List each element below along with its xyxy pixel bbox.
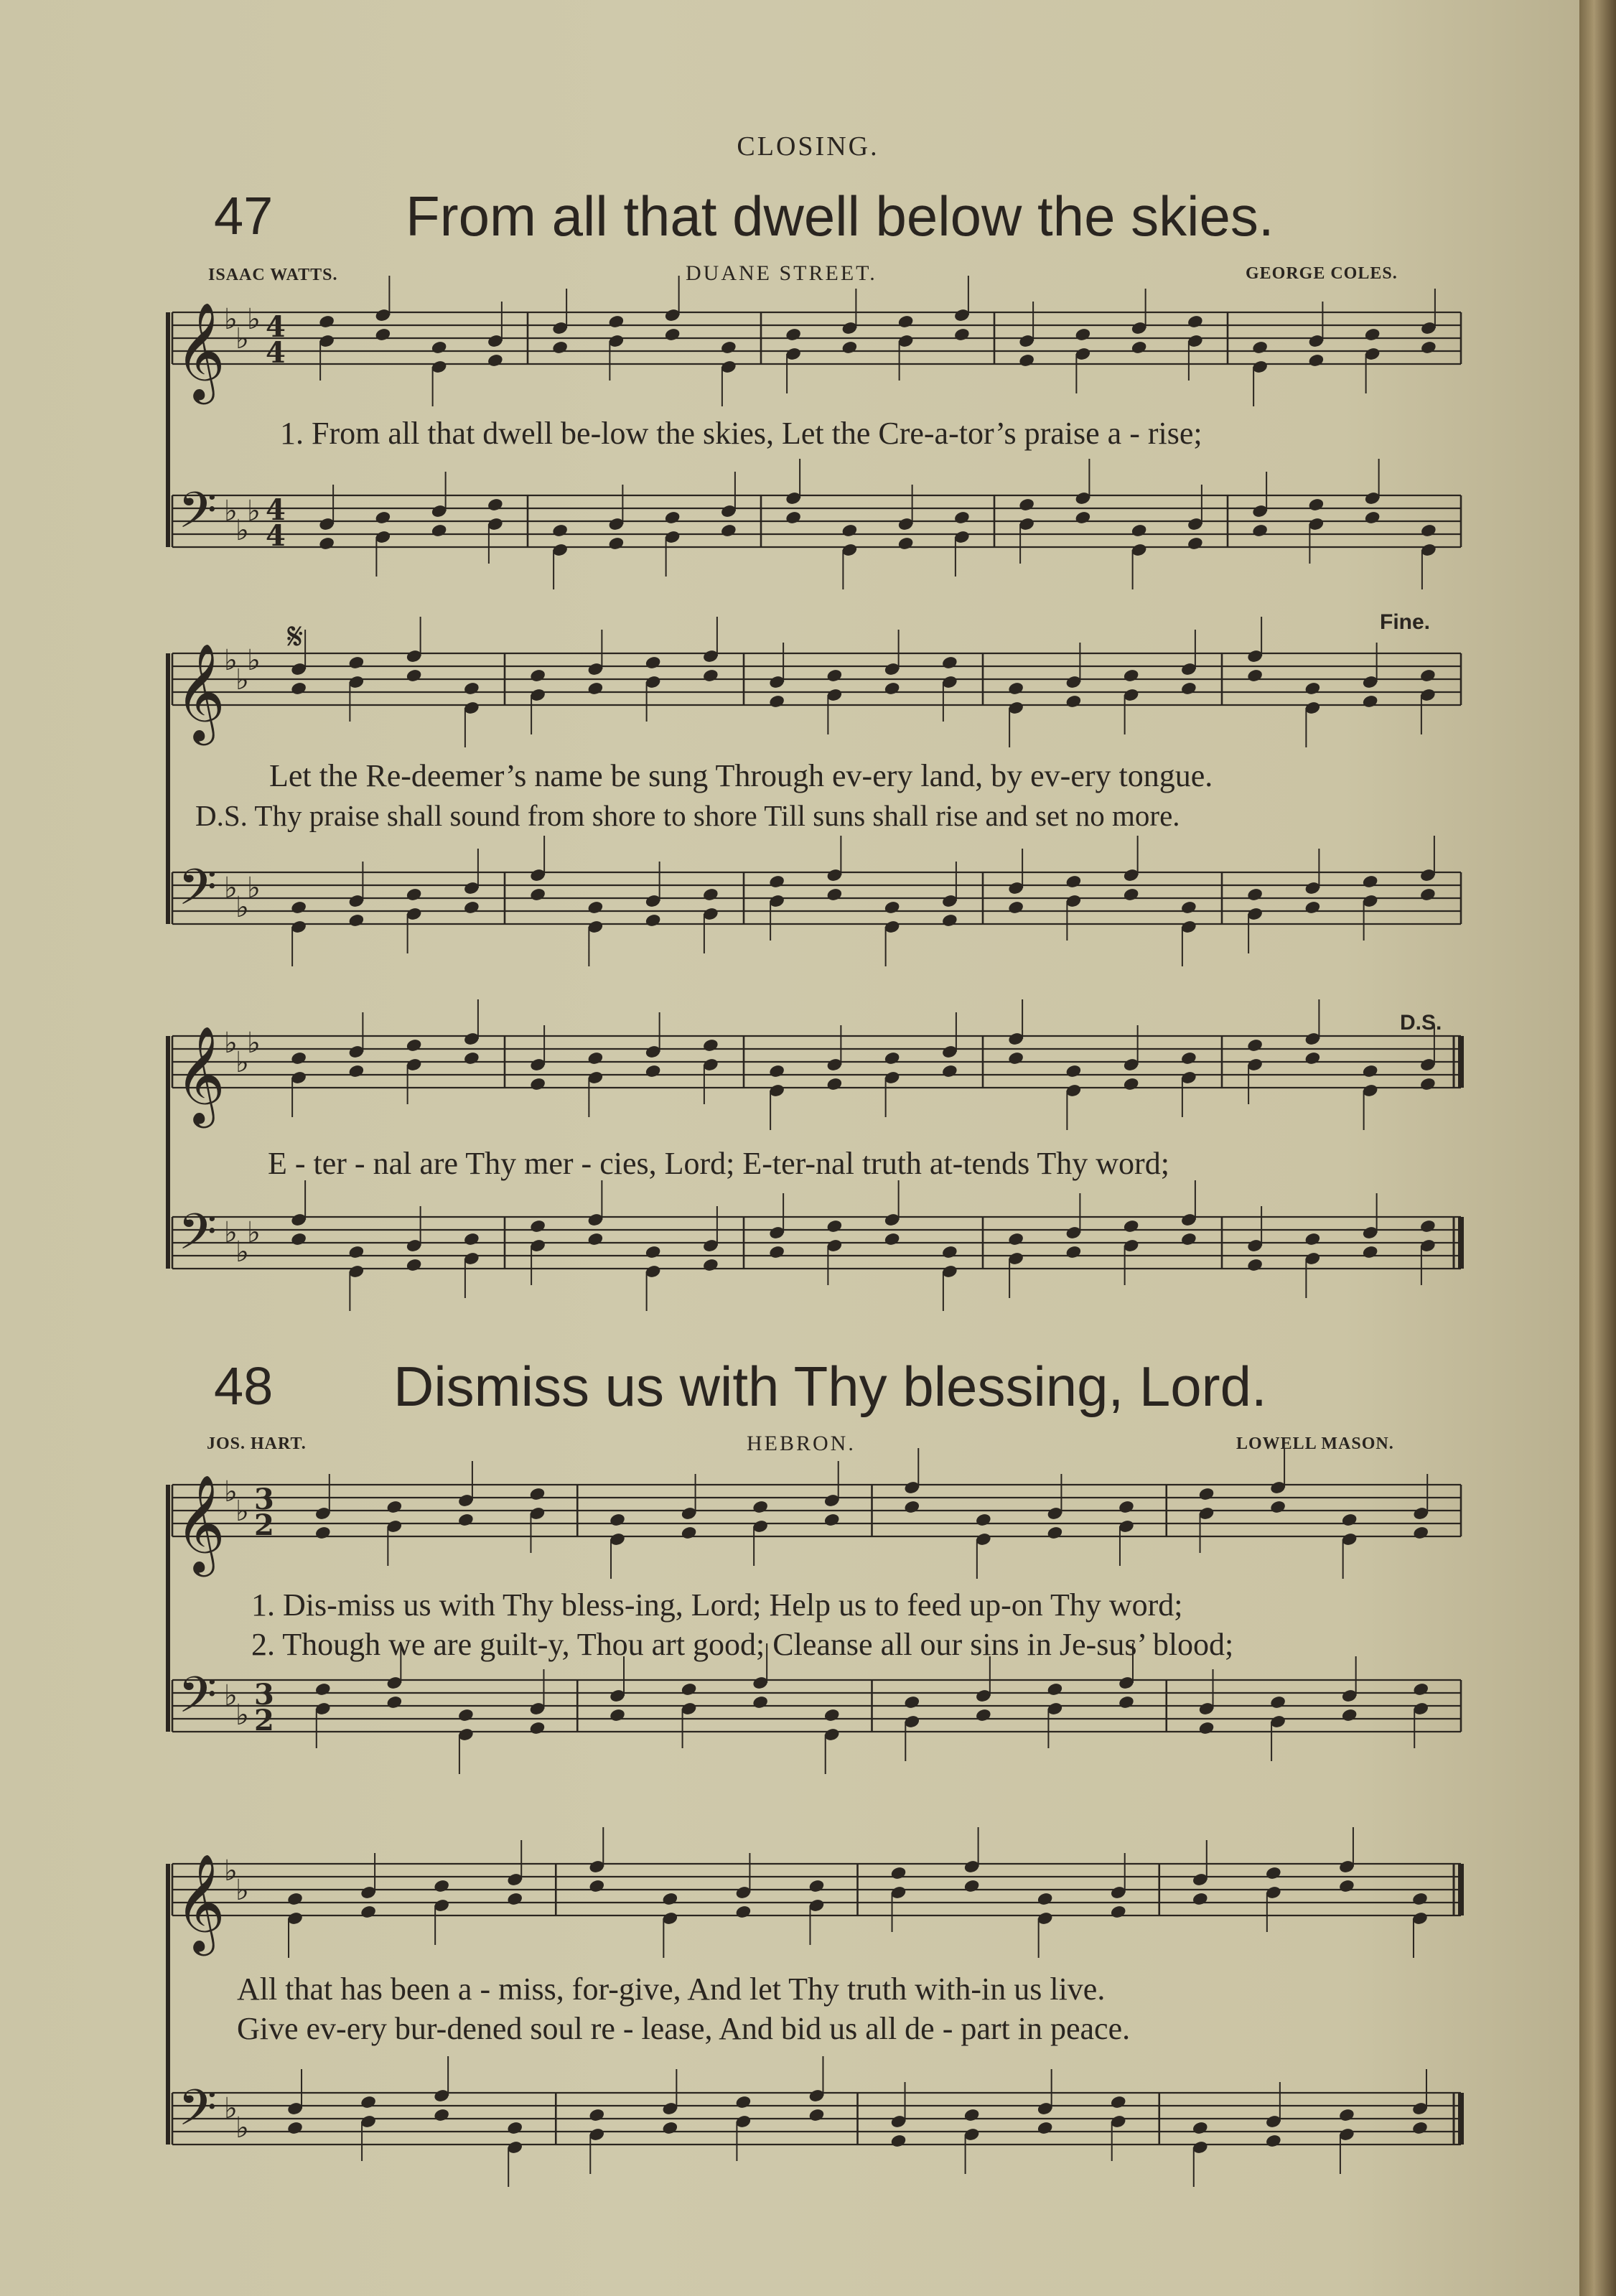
flat-icon: ♭ xyxy=(224,871,238,905)
note xyxy=(1131,523,1148,538)
time-signature: 4 xyxy=(266,519,286,553)
treble-clef-icon: 𝄞 xyxy=(175,642,225,741)
note xyxy=(1118,1500,1135,1515)
lyric-line: 1. From all that dwell be-low the skies, Let the Cre-a-tor’s praise a - rise; xyxy=(280,416,1202,451)
note xyxy=(431,340,448,355)
note xyxy=(529,1219,546,1234)
note xyxy=(1180,900,1197,915)
time-signature: 3 xyxy=(254,1483,274,1516)
note xyxy=(529,1721,546,1736)
lyric-line: Let the Re-deemer’s name be sung Through ev-ery land, by ev-ery tongue. xyxy=(269,758,1213,793)
section-heading: CLOSING. xyxy=(737,131,879,162)
note xyxy=(290,1232,307,1247)
note xyxy=(347,655,365,671)
note xyxy=(506,2121,523,2136)
flat-icon: ♭ xyxy=(247,643,261,677)
note xyxy=(1364,327,1381,342)
note xyxy=(884,1232,901,1247)
note xyxy=(1198,1721,1215,1736)
time-signature: 4 xyxy=(266,310,286,344)
note xyxy=(609,1708,626,1723)
note xyxy=(1018,353,1035,368)
note xyxy=(720,523,737,538)
note xyxy=(1419,668,1437,683)
note xyxy=(941,913,958,928)
flat-icon: ♭ xyxy=(247,302,261,336)
note xyxy=(406,1258,423,1273)
note xyxy=(406,1038,423,1053)
flat-icon: ♭ xyxy=(235,1045,249,1079)
note xyxy=(1065,1064,1082,1079)
note xyxy=(808,1879,826,1894)
flat-icon: ♭ xyxy=(224,494,238,528)
note xyxy=(347,1245,365,1260)
note xyxy=(1198,1487,1215,1502)
note xyxy=(463,681,480,696)
note xyxy=(1419,887,1437,902)
note xyxy=(1246,1038,1264,1053)
note xyxy=(826,1077,843,1092)
note xyxy=(941,1064,958,1079)
note xyxy=(1251,340,1269,355)
note xyxy=(290,1051,307,1066)
bass-clef-icon: 𝄢 xyxy=(178,1203,218,1273)
ds-mark: D.S. xyxy=(1400,1011,1442,1035)
note xyxy=(1074,510,1091,526)
treble-clef-icon: 𝄞 xyxy=(175,1025,225,1124)
note xyxy=(1131,340,1148,355)
note xyxy=(374,510,391,526)
note xyxy=(529,668,546,683)
flat-icon: ♭ xyxy=(247,494,261,528)
lyric-line: 1. Dis-miss us with Thy bless-ing, Lord; Help us to feed up-on Thy word; xyxy=(251,1587,1183,1623)
note xyxy=(823,1708,841,1723)
note xyxy=(529,1077,546,1092)
note xyxy=(661,1892,678,1907)
note xyxy=(826,668,843,683)
flat-icon: ♭ xyxy=(235,322,249,355)
note xyxy=(1269,1695,1286,1710)
note xyxy=(374,327,391,342)
lyric-line: D.S. Thy praise shall sound from shore to shore Till suns shall rise and set no more. xyxy=(195,799,1180,832)
note xyxy=(1123,1077,1140,1092)
note xyxy=(941,655,958,671)
note xyxy=(1412,1526,1429,1541)
note xyxy=(661,2121,678,2136)
note xyxy=(1265,2134,1282,2149)
note xyxy=(1341,1708,1358,1723)
note xyxy=(463,1051,480,1066)
note xyxy=(1123,1219,1140,1234)
note xyxy=(1007,681,1024,696)
note xyxy=(457,1513,475,1528)
note xyxy=(645,1245,662,1260)
note xyxy=(1065,1245,1082,1260)
note xyxy=(734,2095,752,2110)
time-signature: 4 xyxy=(266,493,286,527)
note xyxy=(681,1526,698,1541)
note xyxy=(664,327,681,342)
note xyxy=(702,887,719,902)
note xyxy=(360,1905,377,1920)
tune-name: DUANE STREET. xyxy=(686,261,877,285)
note xyxy=(1364,510,1381,526)
note xyxy=(1187,314,1204,330)
note xyxy=(702,1038,719,1053)
flat-icon: ♭ xyxy=(235,1494,249,1528)
note xyxy=(587,900,604,915)
note xyxy=(963,1879,981,1894)
flat-icon: ♭ xyxy=(247,871,261,905)
tune-name: HEBRON. xyxy=(747,1432,856,1455)
note xyxy=(588,2108,605,2123)
note xyxy=(487,498,504,513)
note xyxy=(975,1513,992,1528)
flat-icon: ♭ xyxy=(224,2091,238,2125)
note xyxy=(1110,1905,1127,1920)
note xyxy=(734,1905,752,1920)
note xyxy=(487,353,504,368)
note xyxy=(463,900,480,915)
note xyxy=(1420,340,1437,355)
lyric-line: 2. Though we are guilt-y, Thou art good; Cleanse all our sins in Je-sus’ blood; xyxy=(251,1627,1234,1662)
note xyxy=(884,681,901,696)
hymn-composer: LOWELL MASON. xyxy=(1236,1434,1394,1453)
note xyxy=(587,1051,604,1066)
note xyxy=(347,913,365,928)
note xyxy=(1065,874,1082,890)
note xyxy=(1007,1232,1024,1247)
segno-mark: 𝄋 xyxy=(287,617,304,658)
lyric-line: All that has been a - miss, for-give, And let Thy truth with-in us live. xyxy=(237,1971,1106,2007)
note xyxy=(1304,900,1321,915)
note xyxy=(681,1682,698,1697)
flat-icon: ♭ xyxy=(224,1215,238,1249)
bass-clef-icon: 𝄢 xyxy=(178,1666,218,1736)
note xyxy=(1419,1219,1437,1234)
note xyxy=(463,1232,480,1247)
note xyxy=(1362,1064,1379,1079)
note xyxy=(1246,1258,1264,1273)
note xyxy=(529,887,546,902)
note xyxy=(1007,900,1024,915)
fine-mark: Fine. xyxy=(1380,610,1431,634)
note xyxy=(826,887,843,902)
note xyxy=(318,314,335,330)
time-signature: 2 xyxy=(254,1508,274,1542)
note xyxy=(808,2108,826,2123)
note xyxy=(1246,668,1264,683)
note xyxy=(884,1051,901,1066)
note xyxy=(347,1064,365,1079)
note xyxy=(1118,1695,1135,1710)
note xyxy=(1265,1866,1282,1881)
note xyxy=(406,887,423,902)
note xyxy=(1110,2095,1127,2110)
hymn-author: ISAAC WATTS. xyxy=(208,266,338,284)
note xyxy=(890,2134,907,2149)
note xyxy=(1304,1232,1321,1247)
note xyxy=(1007,1051,1024,1066)
note xyxy=(953,327,971,342)
note xyxy=(386,1500,403,1515)
note xyxy=(587,681,604,696)
note xyxy=(841,523,858,538)
time-signature: 3 xyxy=(254,1678,274,1712)
note xyxy=(529,1487,546,1502)
note xyxy=(841,340,858,355)
note xyxy=(1341,1513,1358,1528)
note xyxy=(587,1232,604,1247)
note xyxy=(884,900,901,915)
note xyxy=(1246,887,1264,902)
lyric-line: E - ter - nal are Thy mer - cies, Lord; E-ter-nal truth at-tends Thy word; xyxy=(268,1146,1169,1181)
note xyxy=(903,1695,920,1710)
note xyxy=(1037,1892,1054,1907)
note xyxy=(1338,2108,1355,2123)
note xyxy=(1123,887,1140,902)
note xyxy=(551,523,569,538)
note xyxy=(1074,327,1091,342)
note xyxy=(1420,523,1437,538)
flat-icon: ♭ xyxy=(247,1215,261,1249)
note xyxy=(702,1258,719,1273)
note xyxy=(1362,1245,1379,1260)
flat-icon: ♭ xyxy=(224,1475,238,1508)
note xyxy=(1046,1682,1063,1697)
note xyxy=(768,874,785,890)
note xyxy=(768,1064,785,1079)
note xyxy=(1251,523,1269,538)
note xyxy=(406,668,423,683)
hymn-number: 48 xyxy=(214,1356,274,1416)
note xyxy=(1269,1500,1286,1515)
note xyxy=(314,1526,332,1541)
note xyxy=(607,536,625,551)
note xyxy=(826,1219,843,1234)
time-signature: 2 xyxy=(254,1704,274,1737)
note xyxy=(1304,1051,1321,1066)
hymn-number: 47 xyxy=(214,186,274,246)
note xyxy=(720,340,737,355)
note xyxy=(1304,681,1321,696)
note xyxy=(1123,668,1140,683)
note xyxy=(1018,498,1035,513)
bass-clef-icon: 𝄢 xyxy=(178,2078,218,2149)
note xyxy=(506,1892,523,1907)
note xyxy=(645,655,662,671)
note xyxy=(1412,1682,1429,1697)
note xyxy=(823,1513,841,1528)
note xyxy=(752,1500,769,1515)
note xyxy=(1046,1526,1063,1541)
note xyxy=(290,681,307,696)
note xyxy=(457,1708,475,1723)
flat-icon: ♭ xyxy=(224,1679,238,1712)
hymn-composer: GEORGE COLES. xyxy=(1246,264,1398,283)
flat-icon: ♭ xyxy=(224,302,238,336)
bass-clef-icon: 𝄢 xyxy=(178,858,218,928)
note xyxy=(386,1695,403,1710)
lyric-line: Give ev-ery bur-dened soul re - lease, And bid us all de - part in peace. xyxy=(237,2011,1131,2046)
note xyxy=(903,1500,920,1515)
note xyxy=(1192,1892,1209,1907)
flat-icon: ♭ xyxy=(224,643,238,677)
bass-clef-icon: 𝄢 xyxy=(178,481,218,551)
note xyxy=(890,1866,907,1881)
treble-clef-icon: 𝄞 xyxy=(175,1473,225,1572)
hymn-title: Dismiss us with Thy blessing, Lord. xyxy=(393,1355,1267,1418)
note xyxy=(360,2095,377,2110)
note xyxy=(1338,1879,1355,1894)
note xyxy=(1362,874,1379,890)
hymn-author: JOS. HART. xyxy=(207,1434,307,1453)
note xyxy=(286,1892,304,1907)
note xyxy=(433,1879,450,1894)
note xyxy=(785,510,802,526)
note xyxy=(318,536,335,551)
note xyxy=(1037,2121,1054,2136)
flat-icon: ♭ xyxy=(224,1854,238,1887)
note xyxy=(1192,2121,1209,2136)
hymn-title: From all that dwell below the skies. xyxy=(406,185,1274,248)
note xyxy=(588,1879,605,1894)
time-signature: 4 xyxy=(266,336,286,370)
note xyxy=(1187,536,1204,551)
note xyxy=(1065,694,1082,709)
note xyxy=(963,2108,981,2123)
note xyxy=(314,1682,332,1697)
flat-icon: ♭ xyxy=(235,2111,249,2145)
note xyxy=(975,1708,992,1723)
note xyxy=(941,1245,958,1260)
note xyxy=(1419,1077,1437,1092)
note xyxy=(1307,498,1325,513)
note xyxy=(286,2121,304,2136)
note xyxy=(433,2108,450,2123)
note xyxy=(768,1245,785,1260)
flat-icon: ♭ xyxy=(235,890,249,924)
flat-icon: ♭ xyxy=(235,513,249,547)
note xyxy=(609,1513,626,1528)
flat-icon: ♭ xyxy=(235,1235,249,1269)
note xyxy=(897,536,915,551)
note xyxy=(1307,353,1325,368)
note xyxy=(645,913,662,928)
note xyxy=(551,340,569,355)
treble-clef-icon: 𝄞 xyxy=(175,301,225,400)
flat-icon: ♭ xyxy=(247,1026,261,1060)
note xyxy=(1411,2121,1429,2136)
note xyxy=(431,523,448,538)
note xyxy=(752,1695,769,1710)
treble-clef-icon: 𝄞 xyxy=(175,1852,225,1951)
note xyxy=(664,510,681,526)
flat-icon: ♭ xyxy=(235,1698,249,1732)
flat-icon: ♭ xyxy=(235,663,249,696)
note xyxy=(645,1064,662,1079)
note xyxy=(702,668,719,683)
note xyxy=(1180,1232,1197,1247)
flat-icon: ♭ xyxy=(235,1873,249,1907)
note xyxy=(1180,681,1197,696)
note xyxy=(1180,1051,1197,1066)
note xyxy=(897,314,915,330)
note xyxy=(1362,694,1379,709)
note xyxy=(953,510,971,526)
note xyxy=(768,694,785,709)
note xyxy=(785,327,802,342)
flat-icon: ♭ xyxy=(224,1026,238,1060)
note xyxy=(1411,1892,1429,1907)
note xyxy=(290,900,307,915)
note xyxy=(607,314,625,330)
